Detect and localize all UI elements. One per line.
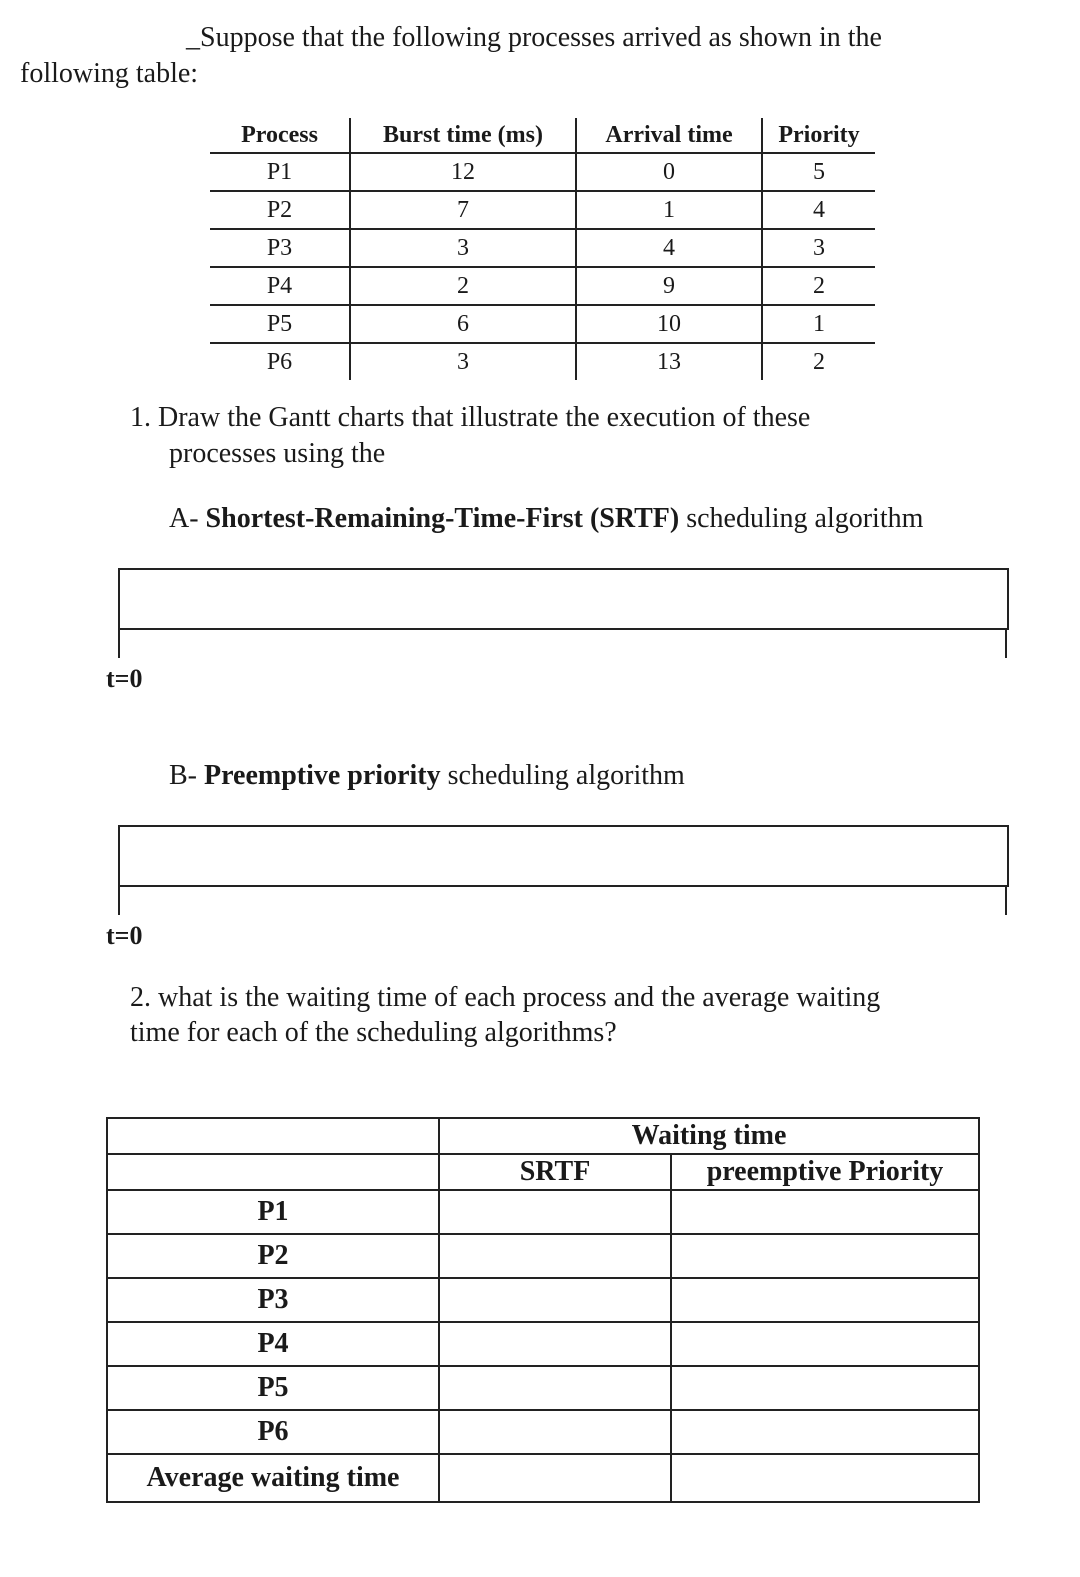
header-process: Process: [210, 118, 350, 153]
waiting-table-group-header-row: [107, 1118, 979, 1154]
waiting-time-header: Waiting time: [439, 1118, 979, 1154]
table-row: [210, 343, 875, 380]
question-2-line-2: time for each of the scheduling algorithms?: [130, 1017, 617, 1048]
srtf-gantt-box[interactable]: [118, 568, 1009, 630]
table-row: [210, 153, 875, 191]
table-row: [210, 267, 875, 305]
cell-arrival: 10: [576, 305, 762, 343]
intro-text-line-2: following table:: [20, 58, 199, 89]
priority-waiting-cell[interactable]: [671, 1322, 979, 1366]
header-arrival-time: Arrival time: [576, 118, 762, 153]
cell-burst: 6: [350, 305, 576, 343]
table-row: [107, 1190, 979, 1234]
priority-start-time-label: t=0: [106, 921, 143, 950]
empty-cell: [107, 1118, 439, 1154]
srtf-waiting-cell[interactable]: [439, 1234, 671, 1278]
srtf-waiting-cell[interactable]: [439, 1190, 671, 1234]
srtf-gantt-left-tick: [118, 628, 120, 658]
srtf-waiting-cell[interactable]: [439, 1322, 671, 1366]
srtf-prefix: A-: [169, 503, 206, 534]
header-burst-time: Burst time (ms): [350, 118, 576, 153]
priority-gantt-left-tick: [118, 885, 120, 915]
cell-process: P2: [210, 191, 350, 229]
process-table-header: [210, 118, 875, 153]
srtf-waiting-cell[interactable]: [439, 1278, 671, 1322]
cell-priority: 5: [762, 153, 875, 191]
srtf-waiting-cell[interactable]: [439, 1366, 671, 1410]
cell-priority: 4: [762, 191, 875, 229]
cell-burst: 7: [350, 191, 576, 229]
priority-gantt-right-tick: [1005, 885, 1007, 915]
cell-burst: 3: [350, 343, 576, 380]
srtf-waiting-cell[interactable]: [439, 1410, 671, 1454]
priority-gantt-box[interactable]: [118, 825, 1009, 887]
srtf-suffix: scheduling algorithm: [679, 503, 924, 534]
process-label: P6: [107, 1410, 439, 1454]
waiting-table-column-header-row: [107, 1154, 979, 1190]
cell-process: P1: [210, 153, 350, 191]
srtf-column-header: SRTF: [439, 1154, 671, 1190]
priority-average-cell[interactable]: [671, 1454, 979, 1502]
header-priority: Priority: [762, 118, 875, 153]
cell-arrival: 1: [576, 191, 762, 229]
priority-name: Preemptive priority: [204, 760, 441, 791]
average-row: [107, 1454, 979, 1502]
table-row: [210, 305, 875, 343]
process-label: P1: [107, 1190, 439, 1234]
empty-cell: [107, 1154, 439, 1190]
priority-prefix: B-: [169, 760, 204, 791]
process-label: P5: [107, 1366, 439, 1410]
average-waiting-time-label: Average waiting time: [107, 1454, 439, 1502]
table-row: [107, 1234, 979, 1278]
srtf-start-time-label: t=0: [106, 664, 143, 693]
question-1-line-2: processes using the: [169, 438, 386, 469]
priority-waiting-cell[interactable]: [671, 1278, 979, 1322]
intro-text-line-1: _Suppose that the following processes arrived as shown in the: [186, 22, 882, 53]
cell-process: P3: [210, 229, 350, 267]
priority-waiting-cell[interactable]: [671, 1410, 979, 1454]
question-1-line-1: 1. Draw the Gantt charts that illustrate the execution of these: [130, 402, 811, 433]
cell-arrival: 4: [576, 229, 762, 267]
srtf-average-cell[interactable]: [439, 1454, 671, 1502]
srtf-gantt-right-tick: [1005, 628, 1007, 658]
waiting-time-table: [106, 1117, 980, 1503]
priority-waiting-cell[interactable]: [671, 1234, 979, 1278]
table-row: [210, 191, 875, 229]
cell-burst: 3: [350, 229, 576, 267]
process-label: P2: [107, 1234, 439, 1278]
cell-process: P5: [210, 305, 350, 343]
cell-process: P6: [210, 343, 350, 380]
cell-priority: 1: [762, 305, 875, 343]
priority-heading: [169, 760, 685, 792]
cell-priority: 2: [762, 267, 875, 305]
process-table: [210, 118, 875, 380]
priority-waiting-cell[interactable]: [671, 1366, 979, 1410]
srtf-name: Shortest-Remaining-Time-First (SRTF): [205, 503, 680, 534]
process-label: P3: [107, 1278, 439, 1322]
cell-priority: 2: [813, 348, 825, 375]
priority-column-header: preemptive Priority: [671, 1154, 979, 1190]
priority-suffix: scheduling algorithm: [440, 760, 685, 791]
cell-arrival: 13: [576, 343, 762, 380]
srtf-heading: [169, 503, 923, 535]
cell-process: P4: [210, 267, 350, 305]
cell-burst: 12: [350, 153, 576, 191]
question-2-line-1: 2. what is the waiting time of each process and the average waiting: [130, 982, 881, 1013]
table-row: [210, 229, 875, 267]
cell-priority: 3: [762, 229, 875, 267]
table-row: [107, 1410, 979, 1454]
process-label: P4: [107, 1322, 439, 1366]
cell-burst: 2: [350, 267, 576, 305]
cell-arrival: 9: [576, 267, 762, 305]
table-row: [107, 1366, 979, 1410]
table-row: [107, 1322, 979, 1366]
table-row: [107, 1278, 979, 1322]
cell-arrival: 0: [576, 153, 762, 191]
priority-waiting-cell[interactable]: [671, 1190, 979, 1234]
